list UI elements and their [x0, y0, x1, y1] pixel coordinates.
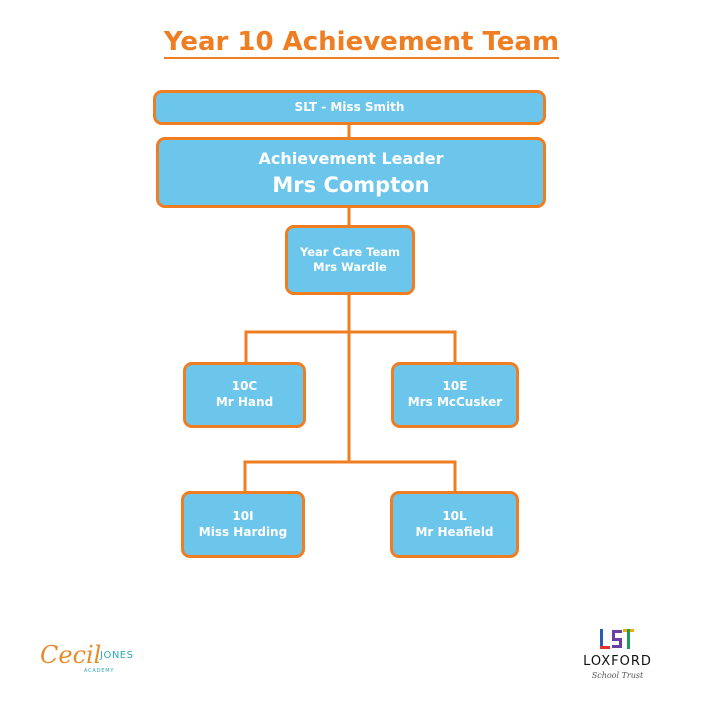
form-10e-box — [391, 362, 519, 428]
slt-box — [153, 90, 546, 125]
form-10e-label: 10E — [442, 379, 468, 394]
loxford-logo-word: LOXFORD — [583, 654, 652, 669]
chart-title-text: Year 10 Achievement Team — [163, 27, 560, 57]
achievement-leader-role: Achievement Leader — [258, 148, 444, 168]
form-10c-tutor: Mr Hand — [215, 395, 274, 409]
form-10i-box — [181, 491, 305, 558]
loxford-school-trust-logo — [570, 628, 665, 688]
form-10c-label: 10C — [231, 379, 258, 394]
slt-label: SLT - Miss Smith — [294, 99, 405, 114]
form-10l-tutor: Mr Heafield — [415, 524, 494, 539]
year-care-team-name: Mrs Wardle — [313, 260, 387, 274]
form-10e-tutor: Mrs McCusker — [407, 395, 503, 409]
lst-mark-icon — [599, 628, 635, 650]
form-10i-label: 10I — [232, 508, 254, 523]
year-care-team-box — [285, 225, 415, 295]
form-10l-label: 10L — [442, 508, 467, 523]
connector-branch-lower — [245, 462, 455, 492]
form-10l-box — [390, 491, 519, 558]
cecil-logo-jones: JONES — [100, 650, 134, 661]
cecil-logo-academy: ACADEMY — [84, 668, 115, 674]
cecil-logo-word: Cecil — [40, 641, 102, 669]
form-10i-tutor: Miss Harding — [198, 524, 288, 539]
achievement-leader-name: Mrs Compton — [272, 172, 430, 197]
year-care-team-role: Year Care Team — [299, 245, 401, 260]
form-10c-box — [183, 362, 306, 428]
achievement-leader-box — [156, 137, 546, 208]
loxford-logo-sub: School Trust — [591, 671, 644, 680]
cecil-jones-academy-logo — [40, 640, 140, 680]
